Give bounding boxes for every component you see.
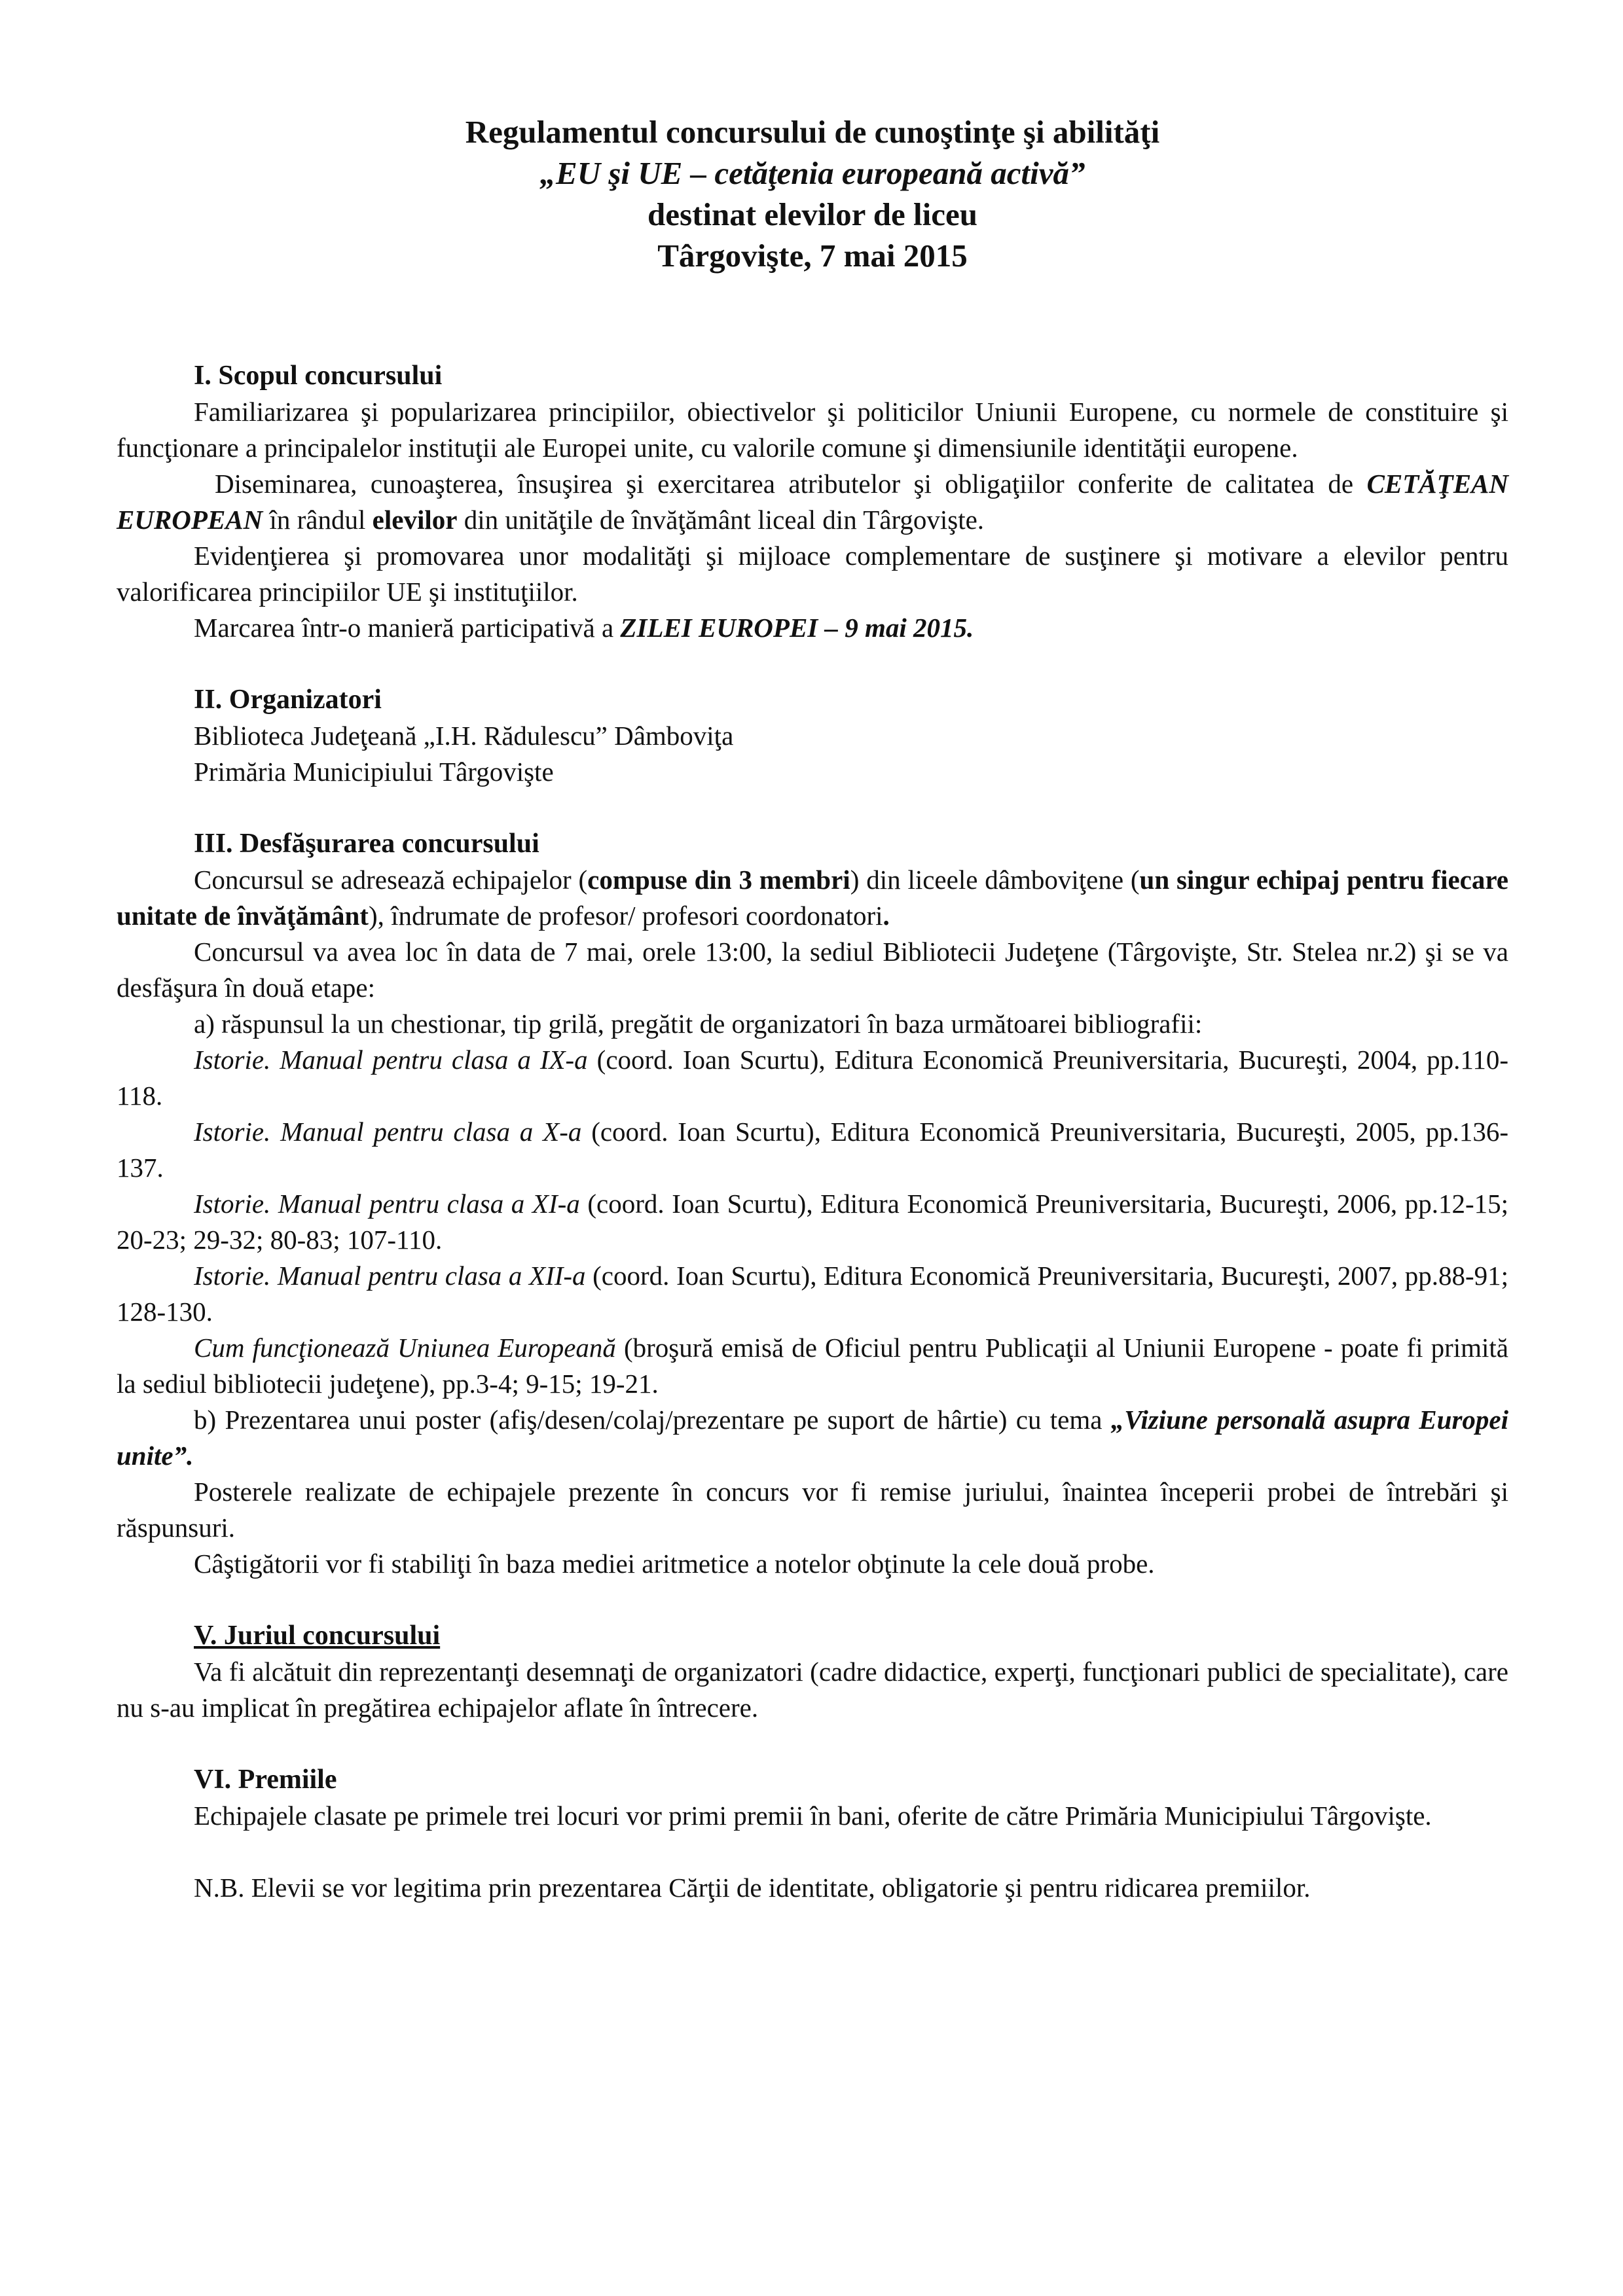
section-heading-prizes: VI. Premiile [194,1765,337,1795]
text-run-bold: . [883,901,890,931]
text-run: (coord. Ioan Scurtu), Editura Economică Preuniversitaria, Bucureşti, 2007, pp.88-91; 128-130. [117,1261,1508,1327]
scope-paragraph-1: Familiarizarea şi popularizarea principiilor, obiectivelor şi politicilor Uniunii Europene, cu normele de constituire şi funcţionare a principalelor instituţii ale Europei unite, cu valorile comune şi dimensiunile identităţii europene. [117,397,1508,463]
section-note [117,1870,1508,1906]
section-procedure [117,826,1508,1582]
bibliography-item-2 [117,1114,1508,1186]
title-line-3: destinat elevilor de liceu [647,196,977,232]
bibliography-item-1 [117,1042,1508,1114]
section-scope [117,358,1508,646]
text-run: ) din liceele dâmboviţene ( [850,865,1140,895]
document-title [117,111,1508,276]
section-organizers [117,682,1508,790]
prizes-paragraph: Echipajele clasate pe primele trei locuri vor primi premii în bani, oferite de către Primăria Municipiului Târgovişte. [194,1801,1432,1831]
text-run: din unităţile de învăţământ liceal din Târgovişte. [457,505,985,535]
text-run-bold: elevilor [372,505,458,535]
text-run: (coord. Ioan Scurtu), Editura Economică Preuniversitaria, Bucureşti, 2005, pp.136-137. [117,1117,1508,1183]
text-run-emphasis: CETĂŢEAN EUROPEAN [117,469,1508,535]
text-run-italic: Istorie. Manual pentru clasa a IX-a [194,1045,588,1075]
text-run: ), îndrumate de profesor/ profesori coordonatori [368,901,883,931]
section-heading-jury: V. Juriul concursului [194,1621,441,1651]
section-heading-procedure: III. Desfăşurarea concursului [194,829,539,859]
title-line-2: „EU şi UE – cetăţenia europeană activă” [539,155,1085,191]
section-heading-organizers: II. Organizatori [194,685,382,715]
title-line-1: Regulamentul concursului de cunoştinţe şi abilităţi [465,114,1160,150]
text-run: b) Prezentarea unui poster (afiş/desen/colaj/prezentare pe suport de hârtie) cu tema [194,1405,1111,1435]
text-run-italic: Istorie. Manual pentru clasa a XII-a [194,1261,586,1291]
text-run-bold: compuse din 3 membri [587,865,850,895]
scope-paragraph-2 [117,466,1508,538]
bibliography-item-4 [117,1258,1508,1330]
organizer-1: Biblioteca Judeţeană „I.H. Rădulescu” Dâmboviţa [194,721,734,751]
text-run: (coord. Ioan Scurtu), Editura Economică Preuniversitaria, Bucureşti, 2006, pp.12-15; 20-23; 29-32; 80-83; 107-110. [117,1189,1508,1255]
text-run-bold: un singur echipaj pentru fiecare unitate de învăţământ [117,865,1509,931]
text-run: Concursul se adresează echipajelor ( [194,865,588,895]
bibliography-item-3 [117,1186,1508,1258]
text-run-italic: Cum funcţionează Uniunea Europeană [194,1333,616,1363]
procedure-paragraph-4 [117,1402,1508,1474]
text-run: Diseminarea, cunoaşterea, însuşirea şi exercitarea atributelor şi obligaţiilor conferite de calitatea de [215,469,1367,499]
scope-paragraph-4 [117,610,1508,646]
text-run: Marcarea într-o manieră participativă a [194,613,621,643]
procedure-paragraph-5: Posterele realizate de echipajele prezente în concurs vor fi remise juriului, înaintea începerii probei de întrebări şi răspunsuri. [117,1477,1508,1543]
jury-paragraph: Va fi alcătuit din reprezentanţi desemnaţi de organizatori (cadre didactice, experţi, funcţionari publici de specialitate), care nu s-au implicat în pregătirea echipajelor aflate în întrecere. [117,1657,1508,1723]
section-prizes [117,1762,1508,1834]
procedure-paragraph-6: Câştigătorii vor fi stabiliţi în baza mediei aritmetice a notelor obţinute la cele două probe. [194,1549,1155,1579]
organizer-2: Primăria Municipiului Târgovişte [194,757,554,787]
section-jury [117,1618,1508,1726]
text-run-italic: Istorie. Manual pentru clasa a X-a [194,1117,582,1147]
procedure-paragraph-1 [117,862,1508,934]
bibliography-item-5 [117,1330,1508,1402]
procedure-paragraph-2: Concursul va avea loc în data de 7 mai, orele 13:00, la sediul Bibliotecii Judeţene (Târgovişte, Str. Stelea nr.2) şi se va desfăşura în două etape: [117,937,1508,1003]
procedure-paragraph-3: a) răspunsul la un chestionar, tip grilă, pregătit de organizatori în baza următoarei bibliografii: [194,1009,1203,1039]
text-run: (broşură emisă de Oficiul pentru Publicaţii al Uniunii Europene - poate fi primită la sediul bibliotecii judeţene), pp.3-4; 9-15; 19-21. [117,1333,1509,1399]
text-run-emphasis: „Viziune personală asupra Europei unite”. [117,1405,1508,1471]
scope-paragraph-3: Evidenţierea şi promovarea unor modalităţi şi mijloace complementare de susţinere şi motivare a elevilor pentru valorificarea principiilor UE şi instituţiilor. [117,541,1508,607]
text-run-emphasis: ZILEI EUROPEI – 9 mai 2015. [620,613,974,643]
note-paragraph: N.B. Elevii se vor legitima prin prezentarea Cărţii de identitate, obligatorie şi pentru ridicarea premiilor. [194,1873,1311,1903]
text-run: în rândul [263,505,373,535]
text-run: (coord. Ioan Scurtu), Editura Economică Preuniversitaria, Bucureşti, 2004, pp.110-118. [117,1045,1508,1111]
section-heading-scope: I. Scopul concursului [194,361,443,391]
title-line-4: Târgovişte, 7 mai 2015 [657,238,968,274]
text-run-italic: Istorie. Manual pentru clasa a XI-a [194,1189,580,1219]
